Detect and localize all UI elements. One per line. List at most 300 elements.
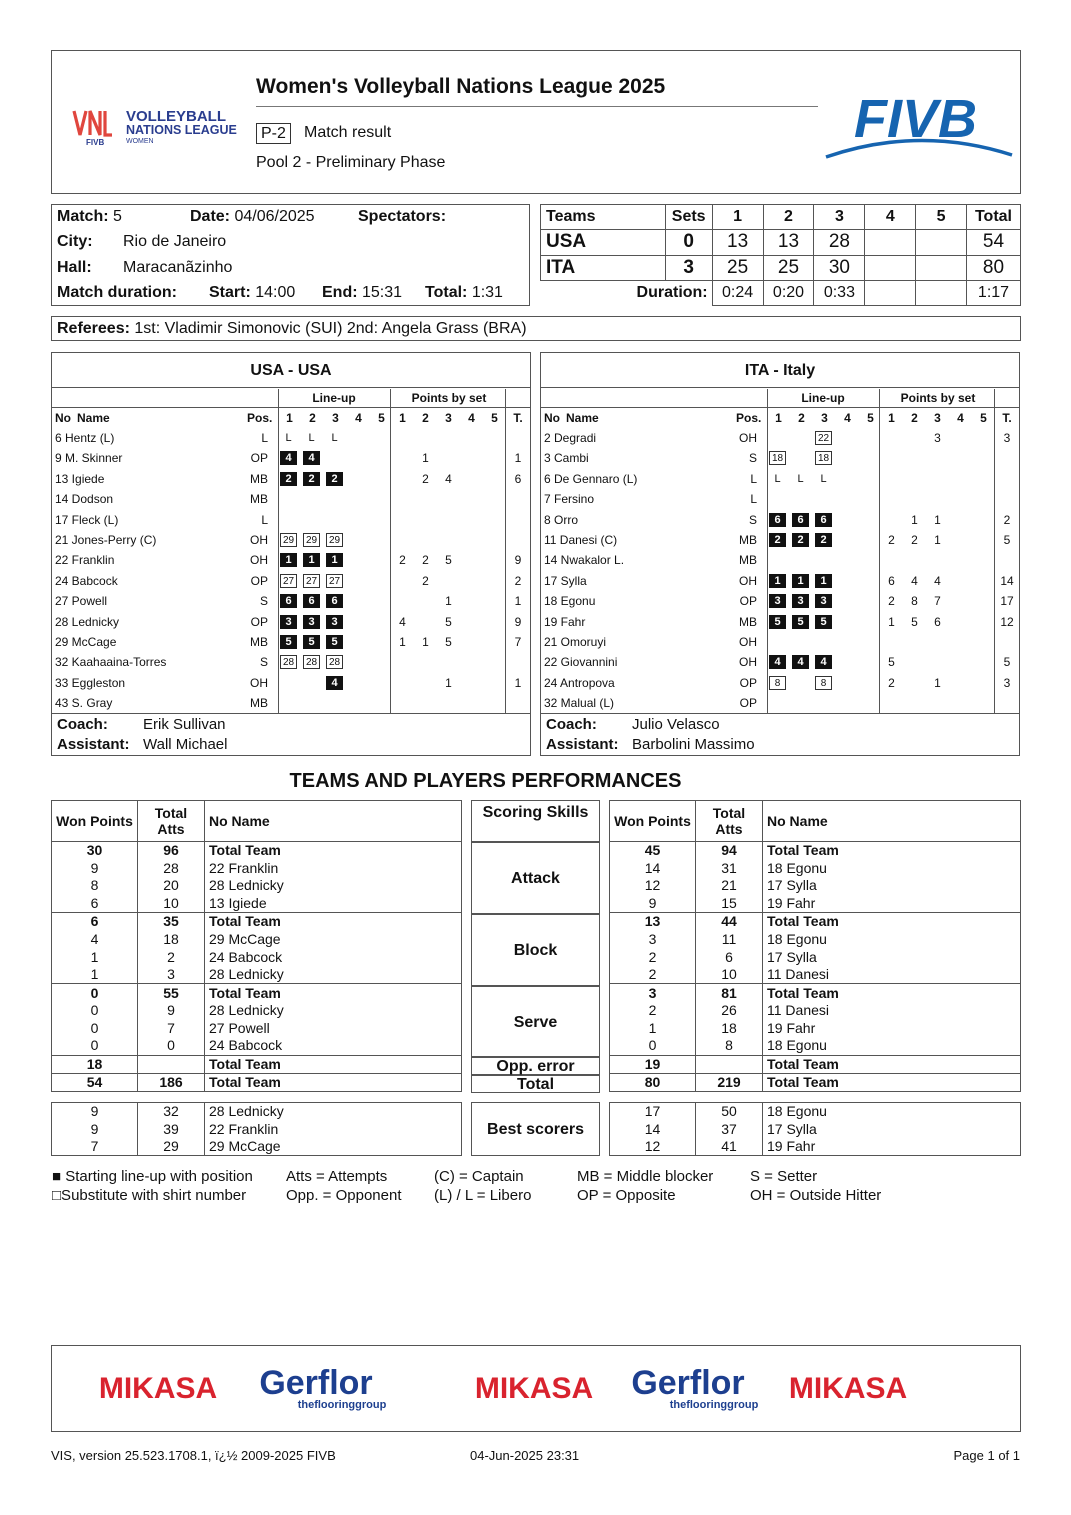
won-points: 1 — [52, 948, 138, 966]
perf-row — [610, 1037, 1021, 1055]
substitute-box: 8 — [815, 676, 832, 690]
starting-position-box: 6 — [303, 594, 320, 608]
libero-mark: L — [774, 472, 781, 485]
player-name: 9 M. Skinner — [55, 451, 123, 466]
best-scorer-row — [52, 1120, 462, 1138]
perf-table-usa — [51, 800, 462, 1092]
won-points: 9 — [52, 1103, 138, 1121]
col-name: Name — [77, 411, 110, 425]
player-name: 22 Franklin — [55, 553, 115, 568]
player-position: OH — [250, 675, 268, 690]
player-name: 24 Babcock — [55, 573, 118, 588]
perf-row — [52, 895, 462, 913]
perf-row — [52, 1002, 462, 1020]
starting-position-box: 3 — [769, 594, 786, 608]
set-points: 1 — [422, 635, 429, 649]
col-total-atts: Total Atts — [696, 801, 763, 842]
player-row — [52, 510, 530, 530]
sponsor-mikasa: MIKASA — [98, 1372, 218, 1405]
perf-row — [610, 895, 1021, 913]
points-set-col: 3 — [445, 411, 452, 425]
player-row — [541, 652, 1019, 672]
performance-title: TEAMS AND PLAYERS PERFORMANCES — [289, 770, 682, 792]
perf-row — [52, 966, 462, 984]
perf-row — [52, 913, 462, 931]
best-scorers-ita — [609, 1102, 1021, 1156]
won-points: 6 — [52, 913, 138, 931]
set-points: 1 — [422, 451, 429, 466]
footer-version: VIS, version 25.523.1708.1, ï¿½ 2009-2025 FIVB — [51, 1448, 336, 1463]
perf-row — [610, 984, 1021, 1002]
starting-position-box: 3 — [280, 615, 297, 629]
player-name: 29 McCage — [205, 1138, 462, 1156]
perf-row — [610, 1055, 1021, 1073]
points-set-col: 1 — [399, 411, 406, 425]
player-position: OP — [250, 451, 268, 466]
sponsor-mikasa: MIKASA — [788, 1372, 908, 1405]
total-atts: 219 — [696, 1073, 763, 1091]
coach-name: Julio Velasco — [632, 716, 720, 733]
won-points: 14 — [610, 859, 696, 877]
player-or-team: 11 Danesi — [763, 1002, 1021, 1020]
doc-code: P-2 — [256, 123, 291, 144]
set-points: 2 — [422, 471, 429, 486]
sponsor-gerflor-sub: theflooringgroup — [669, 1399, 759, 1411]
svg-text:WOMEN: WOMEN — [126, 138, 154, 145]
player-or-team: Total Team — [763, 1055, 1021, 1073]
header-box — [51, 50, 1021, 194]
player-row — [541, 530, 1019, 550]
won-points: 45 — [610, 842, 696, 860]
player-or-team: 17 Sylla — [763, 948, 1021, 966]
svg-text:FIVB: FIVB — [86, 138, 105, 147]
set-points: 1 — [888, 614, 895, 629]
won-points: 80 — [610, 1073, 696, 1091]
player-or-team: Total Team — [205, 913, 462, 931]
starting-position-box: 5 — [326, 635, 343, 649]
lineup-set-col: 3 — [821, 411, 828, 425]
player-row — [541, 448, 1019, 468]
sponsor-gerflor: Gerflor — [259, 1364, 373, 1402]
total-atts: 10 — [696, 966, 763, 984]
vnl-logo — [72, 103, 242, 153]
player-row — [541, 550, 1019, 570]
won-points: 30 — [52, 842, 138, 860]
team-ita-roster — [540, 352, 1020, 756]
player-or-team: 19 Fahr — [763, 895, 1021, 913]
date-label: Date: — [190, 208, 231, 225]
player-position: OH — [250, 533, 268, 547]
player-or-team: 19 Fahr — [763, 1019, 1021, 1037]
set-score — [916, 230, 967, 255]
score-header: 3 — [814, 205, 865, 230]
player-total: 2 — [514, 573, 522, 588]
player-row — [52, 693, 530, 713]
set-duration — [916, 280, 967, 305]
total-atts: 3 — [138, 966, 205, 984]
player-total: 5 — [1003, 655, 1011, 670]
player-name: 22 Giovannini — [544, 655, 618, 670]
player-or-team: 27 Powell — [205, 1019, 462, 1037]
player-or-team: 29 McCage — [205, 930, 462, 948]
player-name: 28 Lednicky — [205, 1103, 462, 1121]
perf-row — [52, 842, 462, 860]
set-points: 2 — [399, 553, 406, 568]
title-rule — [256, 106, 818, 107]
coach-label: Coach: — [57, 716, 108, 733]
player-row — [52, 530, 530, 550]
player-name: 21 Omoruyi — [544, 635, 607, 649]
won-points: 1 — [52, 966, 138, 984]
player-row — [52, 489, 530, 509]
player-name: 11 Danesi (C) — [544, 533, 618, 547]
starting-position-box: 5 — [769, 615, 786, 629]
spectators-label: Spectators: — [358, 208, 447, 225]
starting-position-box: 1 — [769, 574, 786, 588]
won-points: 8 — [52, 877, 138, 895]
set-score: 25 — [712, 255, 763, 280]
referees-label: Referees: — [57, 320, 130, 337]
player-row — [52, 612, 530, 632]
player-or-team: 28 Lednicky — [205, 877, 462, 895]
won-points: 9 — [610, 895, 696, 913]
player-name: 13 Igiede — [55, 471, 105, 486]
points-by-set-header: Points by set — [900, 391, 976, 405]
player-position: MB — [739, 614, 757, 629]
page-title: Women's Volleyball Nations League 2025 — [256, 75, 666, 98]
won-points: 1 — [610, 1019, 696, 1037]
player-name: 3 Cambi — [544, 451, 589, 466]
perf-row — [610, 1019, 1021, 1037]
player-row — [541, 591, 1019, 611]
player-position: OH — [739, 635, 757, 649]
footer-page: Page 1 of 1 — [953, 1448, 1020, 1463]
player-or-team: 22 Franklin — [205, 859, 462, 877]
col-won-points: Won Points — [610, 801, 696, 842]
player-name: 22 Franklin — [205, 1120, 462, 1138]
perf-row — [52, 1073, 462, 1091]
set-points: 2 — [888, 594, 895, 609]
set-points: 1 — [445, 594, 452, 609]
set-points: 4 — [445, 471, 452, 486]
player-position: S — [748, 451, 757, 466]
player-total: 12 — [1000, 614, 1014, 629]
footer-date: 04-Jun-2025 23:31 — [470, 1448, 580, 1463]
substitute-box: 29 — [303, 533, 320, 547]
won-points: 4 — [52, 930, 138, 948]
col-pos: Pos. — [247, 411, 273, 425]
perf-row — [52, 877, 462, 895]
city-value: Rio de Janeiro — [123, 233, 227, 250]
col-no-name: No Name — [763, 801, 1021, 842]
player-position: MB — [739, 533, 757, 547]
starting-position-box: 4 — [792, 655, 809, 669]
total-label: Total: — [425, 284, 468, 301]
player-name: 14 Nwakalor L. — [544, 553, 625, 568]
perf-row — [52, 984, 462, 1002]
starting-position-box: 5 — [303, 635, 320, 649]
substitute-box: 22 — [815, 431, 832, 445]
total-score: 54 — [966, 230, 1020, 255]
player-or-team: Total Team — [205, 1073, 462, 1091]
points-set-col: 5 — [980, 411, 987, 425]
player-position: OP — [250, 614, 268, 629]
player-or-team: 24 Babcock — [205, 948, 462, 966]
total-atts: 6 — [696, 948, 763, 966]
player-name: 19 Fahr — [763, 1138, 1021, 1156]
won-points: 2 — [610, 1002, 696, 1020]
player-row — [52, 428, 530, 448]
player-position: L — [261, 512, 268, 527]
total-atts: 50 — [696, 1103, 763, 1121]
total-atts: 26 — [696, 1002, 763, 1020]
player-total: 6 — [514, 471, 522, 486]
score-row-ita — [541, 255, 1021, 280]
won-points: 9 — [52, 859, 138, 877]
legend-item: Atts = Attempts — [286, 1168, 388, 1185]
best-scorers-usa — [51, 1102, 462, 1156]
best-scorer-row — [52, 1138, 462, 1156]
skill-label: Total — [471, 1075, 600, 1093]
player-name: 28 Lednicky — [55, 614, 120, 629]
substitute-box: 18 — [815, 451, 832, 465]
best-scorer-row — [610, 1103, 1021, 1121]
starting-position-box: 3 — [303, 615, 320, 629]
player-name: 18 Egonu — [763, 1103, 1021, 1121]
player-name: 21 Jones-Perry (C) — [55, 533, 157, 547]
player-name: 32 Kaahaaina-Torres — [55, 655, 167, 670]
player-row — [52, 550, 530, 570]
player-name: 6 Hentz (L) — [55, 431, 115, 445]
set-points: 5 — [888, 655, 895, 670]
player-position: OP — [250, 573, 268, 588]
lineup-set-col: 1 — [286, 411, 293, 425]
set-duration: 0:33 — [814, 280, 865, 305]
player-total: 3 — [1003, 675, 1011, 690]
player-total: 5 — [1003, 533, 1011, 547]
starting-position-box: 6 — [792, 513, 809, 527]
skill-label: Block — [471, 914, 600, 986]
player-position: OH — [250, 553, 268, 568]
player-or-team: 11 Danesi — [763, 966, 1021, 984]
starting-position-box: 2 — [303, 472, 320, 486]
lineup-header: Line-up — [312, 391, 356, 405]
player-row — [52, 632, 530, 652]
sets-won: 0 — [665, 230, 712, 255]
player-or-team: 24 Babcock — [205, 1037, 462, 1055]
starting-position-box: 1 — [326, 553, 343, 567]
player-name: 43 S. Gray — [55, 696, 113, 711]
player-row — [541, 510, 1019, 530]
player-position: L — [750, 471, 757, 486]
player-name: 27 Powell — [55, 594, 108, 609]
won-points: 9 — [52, 1120, 138, 1138]
player-row — [541, 693, 1019, 713]
perf-row — [610, 1002, 1021, 1020]
team-name: USA - USA — [52, 353, 530, 388]
player-row — [52, 652, 530, 672]
legend-item: MB = Middle blocker — [577, 1168, 714, 1185]
skill-label: Attack — [471, 842, 600, 914]
set-points: 6 — [934, 614, 941, 629]
player-name: 29 McCage — [55, 635, 117, 649]
match-date: 04/06/2025 — [234, 208, 315, 225]
best-scorers-label: Best scorers — [471, 1102, 600, 1156]
score-header: 5 — [916, 205, 967, 230]
player-row — [52, 469, 530, 489]
sponsor-gerflor-sub: theflooringgroup — [297, 1399, 387, 1411]
starting-position-box: 5 — [280, 635, 297, 649]
skill-label: Serve — [471, 986, 600, 1057]
coach-label: Coach: — [546, 716, 597, 733]
player-or-team: Total Team — [763, 1073, 1021, 1091]
libero-mark: L — [820, 472, 827, 485]
total-atts: 31 — [696, 859, 763, 877]
player-total: 9 — [514, 614, 522, 629]
col-won-points: Won Points — [52, 801, 138, 842]
total-score: 80 — [966, 255, 1020, 280]
sponsor-banner — [51, 1345, 1021, 1432]
lineup-set-col: 1 — [775, 411, 782, 425]
perf-row — [610, 930, 1021, 948]
set-duration — [865, 280, 916, 305]
set-duration: 0:24 — [712, 280, 763, 305]
points-set-col: 4 — [957, 411, 964, 425]
team-name: ITA - Italy — [541, 353, 1019, 388]
sponsor-mikasa: MIKASA — [474, 1372, 594, 1405]
player-row — [541, 489, 1019, 509]
player-total: 14 — [1000, 573, 1014, 588]
sponsor-gerflor: Gerflor — [631, 1364, 745, 1402]
legend-column — [52, 1167, 253, 1205]
set-points: 5 — [445, 614, 452, 629]
perf-header-row — [52, 801, 462, 842]
header-divider — [52, 407, 530, 408]
player-or-team: Total Team — [763, 913, 1021, 931]
score-table — [540, 204, 1021, 306]
set-points: 8 — [911, 594, 918, 609]
end-label: End: — [322, 284, 358, 301]
player-row — [52, 591, 530, 611]
total-atts: 32 — [138, 1103, 205, 1121]
set-duration: 0:20 — [763, 280, 814, 305]
won-points: 2 — [610, 948, 696, 966]
player-total: 1 — [514, 594, 522, 609]
total-atts: 28 — [138, 859, 205, 877]
player-position: OP — [739, 675, 757, 690]
total-atts: 96 — [138, 842, 205, 860]
total-atts: 2 — [138, 948, 205, 966]
score-header: 4 — [865, 205, 916, 230]
player-total: 2 — [1003, 512, 1011, 527]
legend-item: OH = Outside Hitter — [750, 1187, 882, 1204]
player-or-team: 28 Lednicky — [205, 966, 462, 984]
col-pos: Pos. — [736, 411, 762, 425]
total-atts — [138, 1055, 205, 1073]
player-name: 14 Dodson — [55, 492, 114, 507]
perf-row — [610, 877, 1021, 895]
match-info — [51, 204, 530, 306]
player-row — [52, 571, 530, 591]
set-points: 2 — [911, 533, 918, 547]
best-scorer-row — [610, 1138, 1021, 1156]
player-row — [541, 612, 1019, 632]
set-points: 1 — [445, 675, 452, 690]
player-row — [541, 632, 1019, 652]
referees-box — [51, 316, 1021, 341]
player-position: OH — [739, 655, 757, 670]
legend-column — [577, 1167, 713, 1205]
substitute-box: 29 — [326, 533, 343, 547]
player-name: 7 Fersino — [544, 492, 595, 507]
col-no-name: No Name — [205, 801, 462, 842]
legend-column — [434, 1167, 531, 1205]
set-points: 2 — [422, 573, 429, 588]
player-row — [541, 571, 1019, 591]
total-atts: 55 — [138, 984, 205, 1002]
won-points: 0 — [52, 1019, 138, 1037]
score-header: Teams — [541, 205, 666, 230]
best-scorer-row — [52, 1103, 462, 1121]
player-row — [52, 673, 530, 693]
perf-row — [52, 1037, 462, 1055]
total-atts: 39 — [138, 1120, 205, 1138]
player-total: 17 — [1000, 594, 1014, 609]
starting-position-box: 4 — [280, 451, 297, 465]
match-label: Match: — [57, 208, 109, 225]
set-score: 30 — [814, 255, 865, 280]
starting-position-box: 6 — [280, 594, 297, 608]
end-time: 15:31 — [362, 284, 403, 301]
set-points: 5 — [445, 553, 452, 568]
starting-position-box: 6 — [769, 513, 786, 527]
won-points: 0 — [610, 1037, 696, 1055]
total-atts: 18 — [696, 1019, 763, 1037]
player-name: 33 Eggleston — [55, 675, 126, 690]
legend-item: (C) = Captain — [434, 1168, 524, 1185]
score-header-row — [541, 205, 1021, 230]
won-points: 0 — [52, 1002, 138, 1020]
player-or-team: 18 Egonu — [763, 859, 1021, 877]
starting-position-box: 1 — [303, 553, 320, 567]
total-atts: 15 — [696, 895, 763, 913]
points-set-col: 1 — [888, 411, 895, 425]
set-points: 4 — [911, 573, 918, 588]
player-position: MB — [250, 492, 268, 507]
player-position: OH — [739, 431, 757, 445]
referees-names: 1st: Vladimir Simonovic (SUI) 2nd: Angela Grass (BRA) — [134, 320, 527, 337]
player-name: 17 Fleck (L) — [55, 512, 119, 527]
perf-row — [610, 913, 1021, 931]
col-name: Name — [566, 411, 599, 425]
substitute-box: 27 — [280, 574, 297, 588]
set-score: 13 — [712, 230, 763, 255]
team-code: USA — [541, 230, 666, 255]
substitute-box: 27 — [326, 574, 343, 588]
set-points: 1 — [934, 512, 941, 527]
total-atts: 20 — [138, 877, 205, 895]
duration-row — [541, 280, 1021, 305]
substitute-box: 18 — [769, 451, 786, 465]
set-score — [865, 230, 916, 255]
total-atts: 94 — [696, 842, 763, 860]
player-position: OP — [739, 594, 757, 609]
starting-position-box: 6 — [326, 594, 343, 608]
player-position: S — [259, 655, 268, 670]
fivb-logo — [824, 85, 1014, 161]
player-position: MB — [739, 553, 757, 568]
substitute-box: 28 — [280, 655, 297, 669]
